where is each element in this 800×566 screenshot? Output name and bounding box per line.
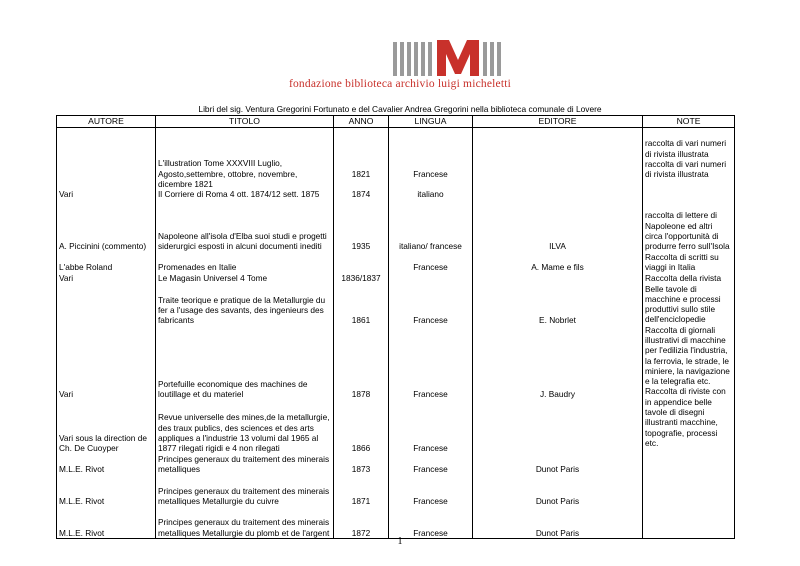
column-header-anno: ANNO xyxy=(334,116,389,128)
table-header-row xyxy=(57,116,735,128)
cell-lingua: Francese xyxy=(389,400,473,454)
cell-titolo: Principes generaux du traitement des minerais metalliques xyxy=(156,454,334,475)
logo-text: fondazione biblioteca archivio luigi micheletti xyxy=(288,78,512,90)
cell-anno: 1836/1837 xyxy=(334,273,389,284)
cell-editore: ILVA xyxy=(473,200,643,252)
table-row xyxy=(57,475,735,507)
cell-autore: M.L.E. Rivot xyxy=(57,454,156,475)
cell-autore: M.L.E. Rivot xyxy=(57,507,156,539)
cell-autore: A. Piccinini (commento) xyxy=(57,200,156,252)
cell-note xyxy=(643,475,735,507)
cell-titolo: L'illustration Tome XXXVIII Luglio, Agosto,settembre, ottobre, novembre, dicembre 1821 Il Corriere di Roma 4 ott. 1874/12 sett. 1875 xyxy=(156,128,334,200)
cell-titolo: Principes generaux du traitement des minerais metalliques Metallurgie du cuivre xyxy=(156,475,334,507)
cell-autore xyxy=(57,284,156,326)
cell-lingua: Francese xyxy=(389,507,473,539)
cell-anno xyxy=(334,252,389,273)
cell-titolo: Traite teorique e pratique de la Metallurgie du fer a l'usage des savants, des ingenieurs des fabricants xyxy=(156,284,334,326)
cell-editore: Dunot Paris xyxy=(473,454,643,475)
table-row xyxy=(57,273,735,284)
cell-titolo: Portefuille economique des machines de loutillage et du materiel xyxy=(156,326,334,400)
cell-anno: 1872 xyxy=(334,507,389,539)
cell-lingua: Francese xyxy=(389,284,473,326)
cell-note: Raccolta della rivista xyxy=(643,273,735,284)
cell-titolo: Revue universelle des mines,de la metallurgie, des traux publics, des sciences et des arts appliques a l'industrie 13 volumi dal 1965 al 1877 rilegati rigidi e 4 non rilegati xyxy=(156,400,334,454)
cell-anno: 1873 xyxy=(334,454,389,475)
cell-anno: 1871 xyxy=(334,475,389,507)
cell-note xyxy=(643,507,735,539)
cell-editore xyxy=(473,400,643,454)
cell-editore: J. Baudry xyxy=(473,326,643,400)
cell-autore: Vari xyxy=(57,326,156,400)
cell-editore: E. Nobrlet xyxy=(473,284,643,326)
logo-mark xyxy=(393,40,505,76)
cell-anno: 1821 1874 xyxy=(334,128,389,200)
column-header-note: NOTE xyxy=(643,116,735,128)
cell-anno: 1866 xyxy=(334,400,389,454)
table-row xyxy=(57,200,735,252)
cell-autore: Vari xyxy=(57,128,156,200)
cell-lingua: Francese xyxy=(389,252,473,273)
cell-note xyxy=(643,454,735,475)
cell-lingua: Francese xyxy=(389,454,473,475)
page-number: 1 xyxy=(397,536,403,547)
cell-lingua xyxy=(389,273,473,284)
books-table xyxy=(56,115,735,539)
cell-autore: Vari xyxy=(57,273,156,284)
cell-anno: 1878 xyxy=(334,326,389,400)
cell-autore: Vari sous la direction de Ch. De Cuoyper xyxy=(57,400,156,454)
cell-titolo: Napoleone all'isola d'Elba suoi studi e progetti siderurgici esposti in alcuni documenti inediti xyxy=(156,200,334,252)
table-row xyxy=(57,400,735,454)
cell-editore: Dunot Paris xyxy=(473,507,643,539)
cell-lingua: Francese xyxy=(389,326,473,400)
table-row xyxy=(57,326,735,400)
cell-lingua: Francese xyxy=(389,475,473,507)
cell-autore: M.L.E. Rivot xyxy=(57,475,156,507)
column-header-autore: AUTORE xyxy=(57,116,156,128)
cell-titolo: Le Magasin Universel 4 Tome xyxy=(156,273,334,284)
cell-titolo: Promenades en Italie xyxy=(156,252,334,273)
cell-editore xyxy=(473,273,643,284)
cell-editore xyxy=(473,128,643,200)
cell-lingua: Francese italiano xyxy=(389,128,473,200)
cell-note: raccolta di lettere di Napoleone ed altri circa l'opportunità di produrre ferro sull'Isola xyxy=(643,200,735,252)
cell-note: raccolta di vari numeri di rivista illustrata raccolta di vari numeri di rivista illustrata xyxy=(643,128,735,200)
column-header-lingua: LINGUA xyxy=(389,116,473,128)
cell-anno: 1935 xyxy=(334,200,389,252)
cell-lingua: italiano/ francese xyxy=(389,200,473,252)
cell-note: Belle tavole di macchine e processi produttivi sullo stile dell'enciclopedie Raccolta di giornali illustrativi di macchine per l'edilizia l'industria, la ferrovia, le strade, le miniere, la navigazione e la telegrafia etc. Raccolta di riviste con in appendice belle tavole di disegni illustranti macchine, topografie, processi etc. xyxy=(643,284,735,454)
table-row xyxy=(57,507,735,539)
table-row xyxy=(57,284,735,326)
cell-editore: Dunot Paris xyxy=(473,475,643,507)
cell-anno: 1861 xyxy=(334,284,389,326)
table-row xyxy=(57,454,735,475)
cell-note: Raccolta di scritti su viaggi in Italia xyxy=(643,252,735,273)
column-header-editore: EDITORE xyxy=(473,116,643,128)
cell-editore: A. Mame e fils xyxy=(473,252,643,273)
document-title: Libri del sig. Ventura Gregorini Fortunato e del Cavalier Andrea Gregorini nella biblioteca comunale di Lovere xyxy=(198,104,602,114)
cell-titolo: Principes generaux du traitement des minerais metalliques Metallurgie du plomb et de l'argent xyxy=(156,507,334,539)
table-row xyxy=(57,252,735,273)
cell-autore: L'abbe Roland xyxy=(57,252,156,273)
table-row xyxy=(57,128,735,200)
column-header-titolo: TITOLO xyxy=(156,116,334,128)
